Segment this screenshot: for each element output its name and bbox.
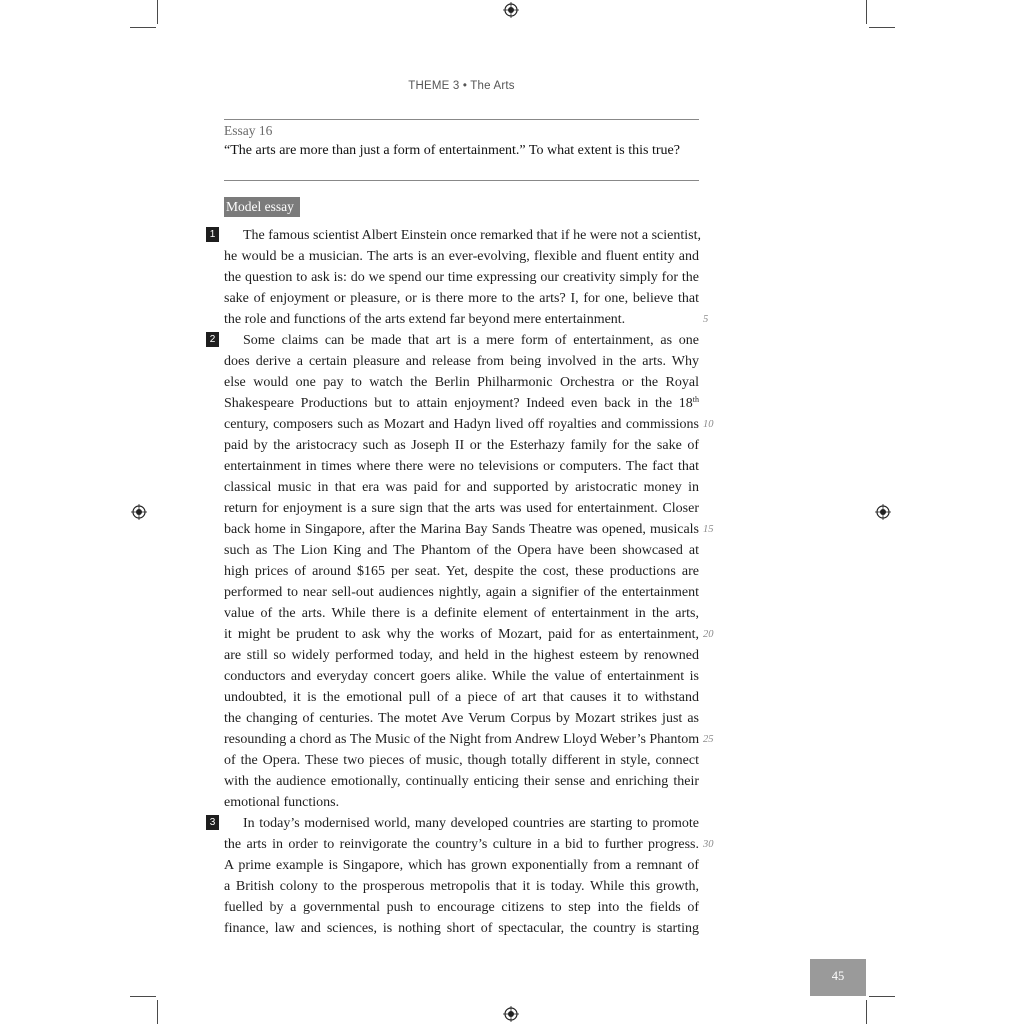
line-number: 20	[703, 629, 714, 640]
registration-mark-icon	[875, 504, 891, 520]
text-line: are still so widely performed today, and held in the highest esteem by renowned	[224, 648, 699, 663]
text-line: classical music in that era was paid for and supported by aristocratic money in	[224, 480, 699, 495]
line-number: 5	[703, 314, 709, 325]
paragraph-number: 3	[206, 815, 219, 830]
text-line: return for enjoyment is a sure sign that the arts was used for entertainment. Closer	[224, 501, 699, 516]
essay-question: “The arts are more than just a form of entertainment.” To what extent is this true?	[224, 143, 680, 158]
line-number: 30	[703, 839, 714, 850]
text-line: fuelled by a governmental push to encourage citizens to step into the fields of	[224, 900, 699, 915]
model-essay-badge: Model essay	[224, 197, 300, 217]
divider	[224, 180, 699, 181]
text-line: back home in Singapore, after the Marina Bay Sands Theatre was opened, musicals	[224, 522, 699, 537]
divider	[224, 119, 699, 120]
text-line: A prime example is Singapore, which has grown exponentially from a remnant of	[224, 858, 699, 873]
text-line: high prices of around $165 per seat. Yet, despite the cost, these productions are	[224, 564, 699, 579]
crop-mark	[130, 996, 156, 997]
text-line: finance, law and sciences, is nothing short of spectacular, the country is starting	[224, 921, 699, 936]
text-line: the changing of centuries. The motet Ave Verum Corpus by Mozart strikes just as	[224, 711, 699, 726]
crop-mark	[157, 1000, 158, 1024]
superscript: th	[692, 395, 699, 404]
text-line: the role and functions of the arts extend far beyond mere entertainment.	[224, 312, 626, 327]
text-line: entertainment in times where there were no televisions or computers. The fact that	[224, 459, 699, 474]
crop-mark	[869, 996, 895, 997]
paragraph-number: 2	[206, 332, 219, 347]
text-line: resounding a chord as The Music of the Night from Andrew Lloyd Weber’s Phantom	[224, 732, 700, 747]
registration-mark-icon	[503, 2, 519, 18]
paragraph-number: 1	[206, 227, 219, 242]
text-line: The famous scientist Albert Einstein once remarked that if he were not a scientist,	[243, 228, 701, 243]
registration-mark-icon	[131, 504, 147, 520]
text-line: undoubted, it is the emotional pull of a piece of art that causes it to withstand	[224, 690, 699, 705]
text-line: it might be prudent to ask why the works of Mozart, paid for as entertainment,	[224, 627, 699, 642]
crop-mark	[130, 27, 156, 28]
crop-mark	[869, 27, 895, 28]
text-line	[224, 393, 699, 414]
crop-mark	[157, 0, 158, 24]
text-line: sake of enjoyment or pleasure, or is there more to the arts? I, for one, believe that	[224, 291, 699, 306]
text-line: else would one pay to watch the Berlin Philharmonic Orchestra or the Royal	[224, 375, 699, 390]
text-line: he would be a musician. The arts is an ever-evolving, flexible and fluent entity and	[224, 249, 699, 264]
essay-label: Essay 16	[224, 123, 273, 138]
text-line: the arts in order to reinvigorate the country’s culture in a bid to further progress.	[224, 837, 699, 852]
registration-mark-icon	[503, 1006, 519, 1022]
text-line: In today’s modernised world, many developed countries are starting to promote	[243, 816, 699, 831]
text-line: a British colony to the prosperous metropolis that it is today. While this growth,	[224, 879, 699, 894]
text-line: century, composers such as Mozart and Hadyn lived off royalties and commissions	[224, 417, 699, 432]
text-line: emotional functions.	[224, 795, 340, 810]
page-number: 45	[810, 959, 866, 996]
crop-mark	[866, 0, 867, 24]
text-line: conductors and everyday concert goers alike. While the value of entertainment is	[224, 669, 699, 684]
line-number: 25	[703, 734, 714, 745]
line-number: 15	[703, 524, 714, 535]
running-header: THEME 3 • The Arts	[408, 80, 515, 92]
crop-mark	[866, 1000, 867, 1024]
text-line: with the audience emotionally, continually enticing their sense and enriching their	[224, 774, 699, 789]
text-line: performed to near sell-out audiences nightly, again a signifier of the entertainment	[224, 585, 699, 600]
text-line-content: Shakespeare Productions but to attain enjoyment? Indeed even back in the 18	[224, 396, 693, 411]
text-line: of the Opera. These two pieces of music, though totally different in style, connect	[224, 753, 699, 768]
text-line: Some claims can be made that art is a mere form of entertainment, as one	[243, 333, 699, 348]
text-line: the question to ask is: do we spend our time expressing our creativity simply for the	[224, 270, 699, 285]
text-line: value of the arts. While there is a definite element of entertainment in the arts,	[224, 606, 699, 621]
line-number: 10	[703, 419, 714, 430]
text-line: such as The Lion King and The Phantom of the Opera have been showcased at	[224, 543, 699, 558]
text-line: paid by the aristocracy such as Joseph II or the Esterhazy family for the sake of	[224, 438, 699, 453]
text-line: does derive a certain pleasure and release from being involved in the arts. Why	[224, 354, 699, 369]
